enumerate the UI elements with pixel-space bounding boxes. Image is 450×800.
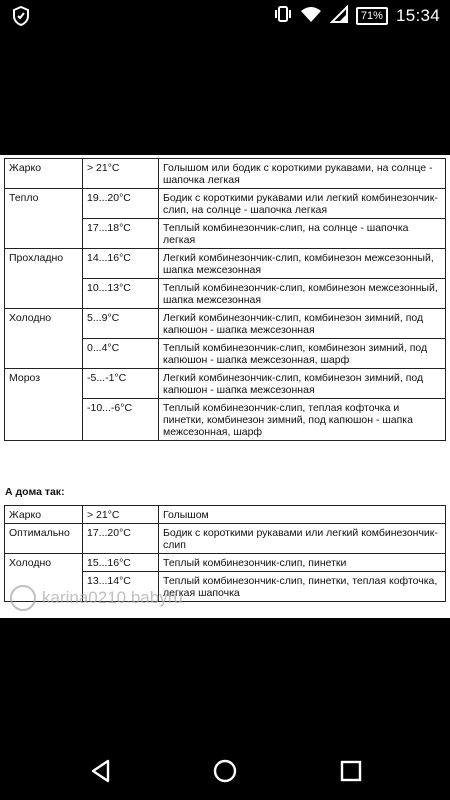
- clothing-cell: Теплый комбинезончик-слип, комбинезон межсезонный, шапка межсезонная: [159, 279, 446, 309]
- temperature-cell: 5...9°C: [83, 309, 159, 339]
- clothing-cell: Бодик с короткими рукавами или легкий комбинезончик-слип, на солнце - шапочка легкая: [159, 189, 446, 219]
- clothing-cell: Теплый комбинезончик-слип, комбинезон зимний, под капюшон - шапка межсезонная, шарф: [159, 339, 446, 369]
- photo-image[interactable]: [0, 155, 450, 618]
- temperature-cell: 14...16°C: [83, 249, 159, 279]
- watermark-logo-icon: [10, 585, 36, 611]
- condition-cell: Прохладно: [5, 249, 83, 309]
- home-button[interactable]: [212, 758, 238, 784]
- clock: 15:34: [395, 6, 440, 25]
- clothing-cell: Теплый комбинезончик-слип, на солнце - шапочка легкая: [159, 219, 446, 249]
- table-row: [5, 159, 446, 189]
- clothing-cell: Теплый комбинезончик-слип, теплая кофточка и пинетки, комбинезон зимний, под капюшон - шапка межсезонная, шарф: [159, 399, 446, 441]
- temperature-cell: -5...-1°C: [83, 369, 159, 399]
- signal-icon: [330, 5, 348, 27]
- table-row: [5, 554, 446, 572]
- table-row: [5, 249, 446, 279]
- clothing-cell: Легкий комбинезончик-слип, комбинезон межсезонный, шапка межсезонная: [159, 249, 446, 279]
- table-row: [5, 524, 446, 554]
- indoor-caption: А дома так:: [5, 486, 65, 498]
- outdoor-clothing-table: [4, 158, 446, 441]
- temperature-cell: 17...18°C: [83, 219, 159, 249]
- navigation-bar: [0, 740, 450, 800]
- recent-square-icon: [338, 758, 364, 784]
- temperature-cell: 15...16°C: [83, 554, 159, 572]
- clothing-cell: Теплый комбинезончик-слип, пинетки: [159, 554, 446, 572]
- table-row: [5, 369, 446, 399]
- home-circle-icon: [212, 758, 238, 784]
- table-row: [5, 309, 446, 339]
- condition-cell: Оптимально: [5, 524, 83, 554]
- clothing-cell: Голышом или бодик с короткими рукавами, на солнце - шапочка легкая: [159, 159, 446, 189]
- shield-icon: [12, 6, 30, 31]
- temperature-cell: 13...14°C: [83, 572, 159, 602]
- table-row: [5, 189, 446, 219]
- temperature-cell: 10...13°C: [83, 279, 159, 309]
- temperature-cell: 17...20°C: [83, 524, 159, 554]
- clothing-cell: Бодик с короткими рукавами или легкий комбинезончик-слип: [159, 524, 446, 554]
- condition-cell: Жарко: [5, 159, 83, 189]
- clothing-cell: Теплый комбинезончик-слип, пинетки, теплая кофточка, легкая шапочка: [159, 572, 446, 602]
- temperature-cell: -10...-6°C: [83, 399, 159, 441]
- condition-cell: Холодно: [5, 309, 83, 369]
- clothing-cell: Легкий комбинезончик-слип, комбинезон зимний, под капюшон - шапка межсезонная: [159, 369, 446, 399]
- watermark-text: karina0210.babyru: [42, 588, 183, 607]
- recent-apps-button[interactable]: [338, 758, 364, 784]
- battery-indicator: 71%: [356, 7, 388, 25]
- back-triangle-icon: [88, 758, 114, 784]
- temperature-cell: > 21°C: [83, 506, 159, 524]
- temperature-cell: 19...20°C: [83, 189, 159, 219]
- wifi-icon: [300, 5, 322, 27]
- watermark: [10, 585, 183, 611]
- table-row: [5, 506, 446, 524]
- clothing-cell: Голышом: [159, 506, 446, 524]
- temperature-cell: > 21°C: [83, 159, 159, 189]
- back-button[interactable]: [88, 758, 114, 784]
- vibrate-icon: [274, 5, 292, 27]
- condition-cell: Мороз: [5, 369, 83, 441]
- status-bar: [0, 0, 450, 32]
- clothing-cell: Легкий комбинезончик-слип, комбинезон зимний, под капюшон - шапка межсезонная: [159, 309, 446, 339]
- condition-cell: Тепло: [5, 189, 83, 249]
- temperature-cell: 0...4°C: [83, 339, 159, 369]
- condition-cell: Жарко: [5, 506, 83, 524]
- condition-cell: Холодно: [5, 554, 83, 602]
